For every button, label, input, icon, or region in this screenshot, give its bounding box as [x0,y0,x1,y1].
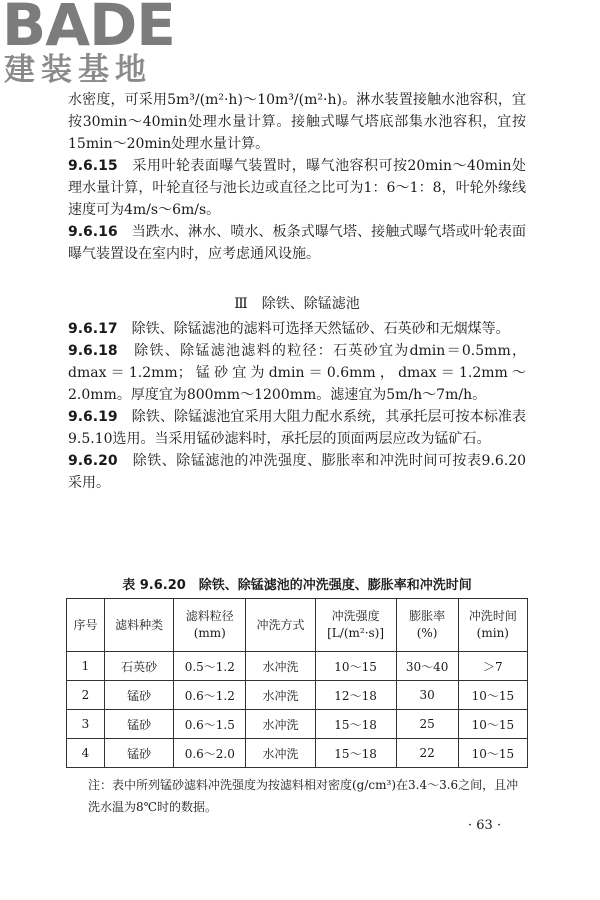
table-cell: 水冲洗 [246,739,315,768]
table-cell: 4 [67,739,105,768]
header-cell [315,599,396,652]
clause-number: 9.6.19 [68,409,118,425]
table-cell: 水冲洗 [246,652,315,681]
header-cell [396,599,458,652]
clause-text: 当跌水、淋水、喷水、板条式曝气塔、接触式曝气塔或叶轮表面曝气装置设在室内时，应考虑通风设施。 [68,224,527,262]
clause-group-1 [68,89,526,265]
table-cell: 石英砂 [104,652,173,681]
table-cell: 10～15 [315,652,396,681]
backwash-table [66,598,528,768]
table-cell: 12～18 [315,681,396,710]
clause-text: 除铁、除锰滤池的冲洗强度、膨胀率和冲洗时间可按表9.6.20采用。 [68,453,527,491]
clause-9-6-19 [68,406,526,450]
header-unit: (min) [476,626,509,640]
table-row [67,710,528,739]
table-row [67,652,528,681]
clause-number: 9.6.15 [68,158,118,174]
table-cell: 水冲洗 [246,710,315,739]
clause-9-6-17 [68,318,526,340]
clause-9-6-15 [68,155,526,221]
header-unit: (mm) [193,626,226,640]
table-cell: 锰砂 [104,681,173,710]
clause-number: 9.6.20 [68,453,118,469]
clause-text: 水密度，可采用5m³/(m²·h)～10m³/(m²·h)。淋水装置接触水池容积，宜按30min～40min处理水量计算。接触式曝气塔底部集水池容积，宜按15min～20min处理水量计算。 [68,92,526,152]
header-unit: [L/(m²·s)] [327,626,385,640]
clause-9-6-20 [68,450,526,494]
header-line: 膨胀率 [409,609,446,623]
clause-text: 除铁、除锰滤池滤料的粒径：石英砂宜为dmin＝0.5mm，dmax＝1.2mm；锰砂宜为dmin＝0.6mm，dmax＝1.2mm～2.0mm。厚度宜为800mm～1200mm。滤速宜为5m/h～7m/h。 [68,343,527,403]
page-number: · 63 · [468,818,502,833]
table-cell: 10～15 [458,681,527,710]
table-note: 注：表中所列锰砂滤料冲洗强度为按滤料相对密度(g/cm³)在3.4～3.6之间，且冲洗水温为8℃时的数据。 [88,778,519,814]
clause-9-6-18 [68,340,526,406]
table-cell: 2 [67,681,105,710]
table-cell: 水冲洗 [246,681,315,710]
brand-logo [0,0,200,95]
table-cell: 锰砂 [104,739,173,768]
header-cell [246,599,315,652]
clause-text: 除铁、除锰滤池的滤料可选择天然锰砂、石英砂和无烟煤等。 [131,321,510,337]
clause-number: 9.6.18 [68,343,118,359]
table-header-row [67,599,528,652]
header-cell [67,599,105,652]
table-cell: 锰砂 [104,710,173,739]
clause-text: 采用叶轮表面曝气装置时，曝气池容积可按20min～40min处理水量计算，叶轮直径与池长边或直径之比可为1：6～1：8，叶轮外缘线速度可为4m/s～6m/s。 [68,158,526,218]
table-cell: 30～40 [396,652,458,681]
header-cell [174,599,246,652]
table-cell: 3 [67,710,105,739]
logo-subtitle: 建装基地 [4,52,152,88]
header-line: 滤料种类 [115,617,164,632]
table-cell: 15～18 [315,710,396,739]
table-cell: 0.6～1.5 [174,710,246,739]
clause-number: 9.6.17 [68,321,118,337]
table-cell: 25 [396,710,458,739]
clause-group-2 [68,318,526,494]
section-heading: Ⅲ 除铁、除锰滤池 [234,296,360,312]
table-title: 表 9.6.20 除铁、除锰滤池的冲洗强度、膨胀率和冲洗时间 [122,578,472,593]
header-cell [458,599,527,652]
clause-continuation [68,89,526,155]
header-line: 冲洗强度 [331,609,380,623]
table-cell: 30 [396,681,458,710]
header-line: 冲洗时间 [468,609,517,623]
table-cell: ＞7 [458,652,527,681]
header-cell [104,599,173,652]
table-cell: 22 [396,739,458,768]
table-cell: 1 [67,652,105,681]
table-cell: 10～15 [458,710,527,739]
logo-wordmark: BADE [2,0,175,59]
table-cell: 0.5～1.2 [174,652,246,681]
table-cell: 15～18 [315,739,396,768]
header-line: 冲洗方式 [256,617,305,632]
table-cell: 10～15 [458,739,527,768]
clause-number: 9.6.16 [68,224,118,240]
table-cell: 0.6～1.2 [174,681,246,710]
clause-text: 除铁、除锰滤池宜采用大阻力配水系统，其承托层可按本标准表9.5.10选用。当采用锰砂滤料时，承托层的顶面两层应改为锰矿石。 [68,409,527,447]
clause-9-6-16 [68,221,526,265]
table-row [67,681,528,710]
table-cell: 0.6～2.0 [174,739,246,768]
header-line: 序号 [73,617,98,632]
table-row [67,739,528,768]
header-unit: (%) [416,626,438,640]
header-line: 滤料粒径 [185,609,234,623]
